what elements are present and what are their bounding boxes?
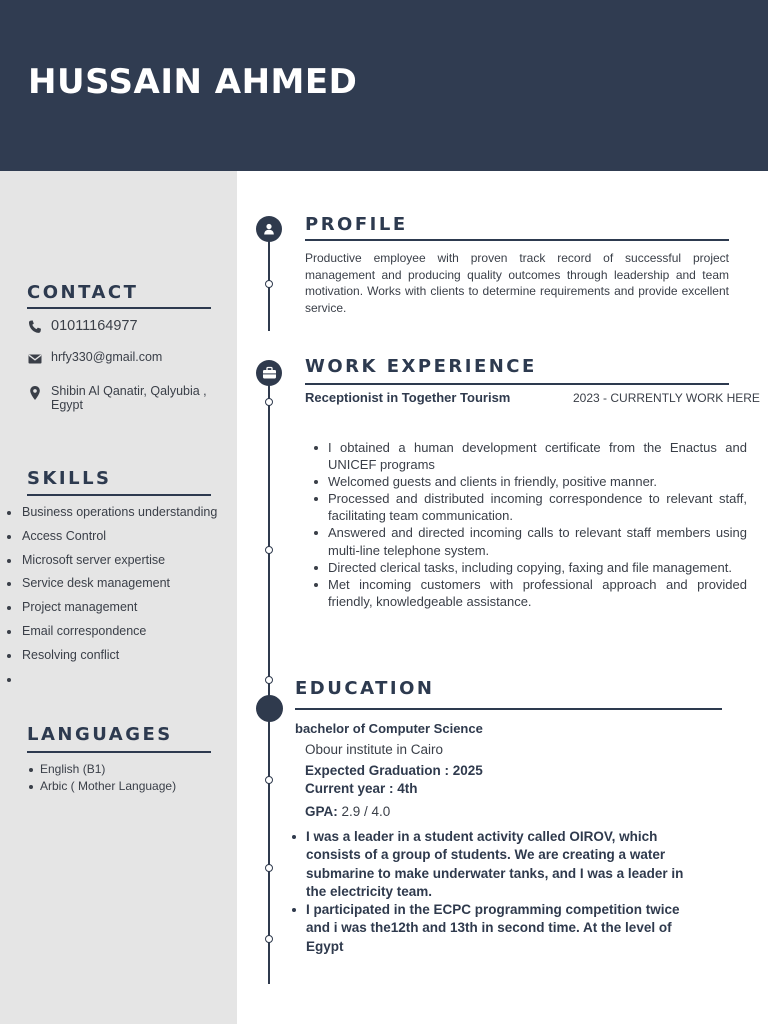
duty-item: Welcomed guests and clients in friendly, positive manner. (305, 473, 747, 490)
profile-summary: Productive employee with proven track record of successful project management and producing quality outcomes through leadership and team motivation. Works with clients to determine requirements and provide excellent service. (305, 251, 729, 315)
gpa-value: 2.9 / 4.0 (337, 804, 391, 819)
timeline-dot (265, 398, 273, 406)
person-icon (262, 222, 276, 236)
education-achievements (290, 828, 705, 956)
email-icon (27, 351, 43, 367)
skills-heading: SKILLS (27, 468, 112, 489)
job-title: Receptionist in Together Tourism (305, 390, 511, 405)
phone-icon (27, 319, 43, 335)
achievement-item: I participated in the ECPC programming competition twice and i was the12th and 13th in second time. At the level of Egypt (290, 901, 705, 956)
education-institution: Obour institute in Cairo (305, 742, 444, 757)
phone-number: 01011164977 (51, 318, 138, 334)
job-date: 2023 - CURRENTLY WORK HERE (573, 391, 760, 405)
education-gpa (305, 804, 390, 819)
achievement-item: I was a leader in a student activity called OIROV, which consists of a group of students. We are creating a water submarine to make underwater tanks, and I was a leader in the electricity team. (290, 828, 705, 901)
timeline-dot (265, 776, 273, 784)
language-item: Arbic ( Mother Language) (0, 779, 176, 796)
skill-item: Microsoft server expertise (0, 553, 237, 577)
profile-heading: PROFILE (305, 214, 408, 235)
skill-item: Project management (0, 600, 237, 624)
skill-item: Access Control (0, 529, 237, 553)
contact-heading: CONTACT (27, 282, 139, 303)
language-item: English (B1) (0, 762, 176, 779)
languages-list (0, 762, 176, 796)
languages-rule (27, 751, 211, 753)
contact-rule (27, 307, 211, 309)
profile-rule (305, 239, 729, 241)
duty-item: Met incoming customers with professional approach and provided friendly, knowledgeable assistance. (305, 576, 747, 610)
duty-item: I obtained a human development certificate from the Enactus and UNICEF programs (305, 439, 747, 473)
contact-phone[interactable] (27, 318, 138, 335)
duty-item: Answered and directed incoming calls to relevant staff members using multi-line telephone system. (305, 524, 747, 558)
skill-item: Business operations understanding (0, 505, 237, 529)
work-marker (256, 360, 282, 386)
gpa-label: GPA: (305, 804, 338, 819)
skills-list (0, 505, 237, 695)
contact-email[interactable] (27, 350, 162, 367)
timeline-dot (265, 935, 273, 943)
duty-item: Directed clerical tasks, including copying, faxing and file management. (305, 559, 747, 576)
education-rule (295, 708, 722, 710)
education-heading: EDUCATION (295, 678, 435, 699)
skill-item-empty (0, 672, 237, 696)
contact-address (27, 384, 217, 412)
address-text: Shibin Al Qanatir, Qalyubia , Egypt (51, 384, 207, 412)
education-graduation: Expected Graduation : 2025 (305, 763, 483, 778)
work-rule (305, 383, 729, 385)
timeline-dot (265, 864, 273, 872)
duty-item: Processed and distributed incoming correspondence to relevant staff, facilitating team communication. (305, 490, 747, 524)
skill-item: Service desk management (0, 576, 237, 600)
profile-marker (256, 216, 282, 242)
work-heading: WORK EXPERIENCE (305, 356, 537, 377)
location-icon (27, 385, 43, 401)
briefcase-icon (262, 366, 277, 380)
education-marker (256, 695, 283, 722)
timeline-dot (265, 546, 273, 554)
education-current-year: Current year : 4th (305, 781, 418, 796)
email-address: hrfy330@gmail.com (51, 350, 163, 364)
education-degree: bachelor of Computer Science (295, 721, 483, 736)
timeline-dot (265, 676, 273, 684)
resume-header (0, 0, 768, 171)
job-duties (305, 439, 747, 610)
skills-rule (27, 494, 211, 496)
skill-item: Resolving conflict (0, 648, 237, 672)
skill-item: Email correspondence (0, 624, 237, 648)
timeline-dot (265, 280, 273, 288)
languages-heading: LANGUAGES (27, 724, 173, 745)
candidate-name: HUSSAIN AHMED (28, 62, 358, 102)
